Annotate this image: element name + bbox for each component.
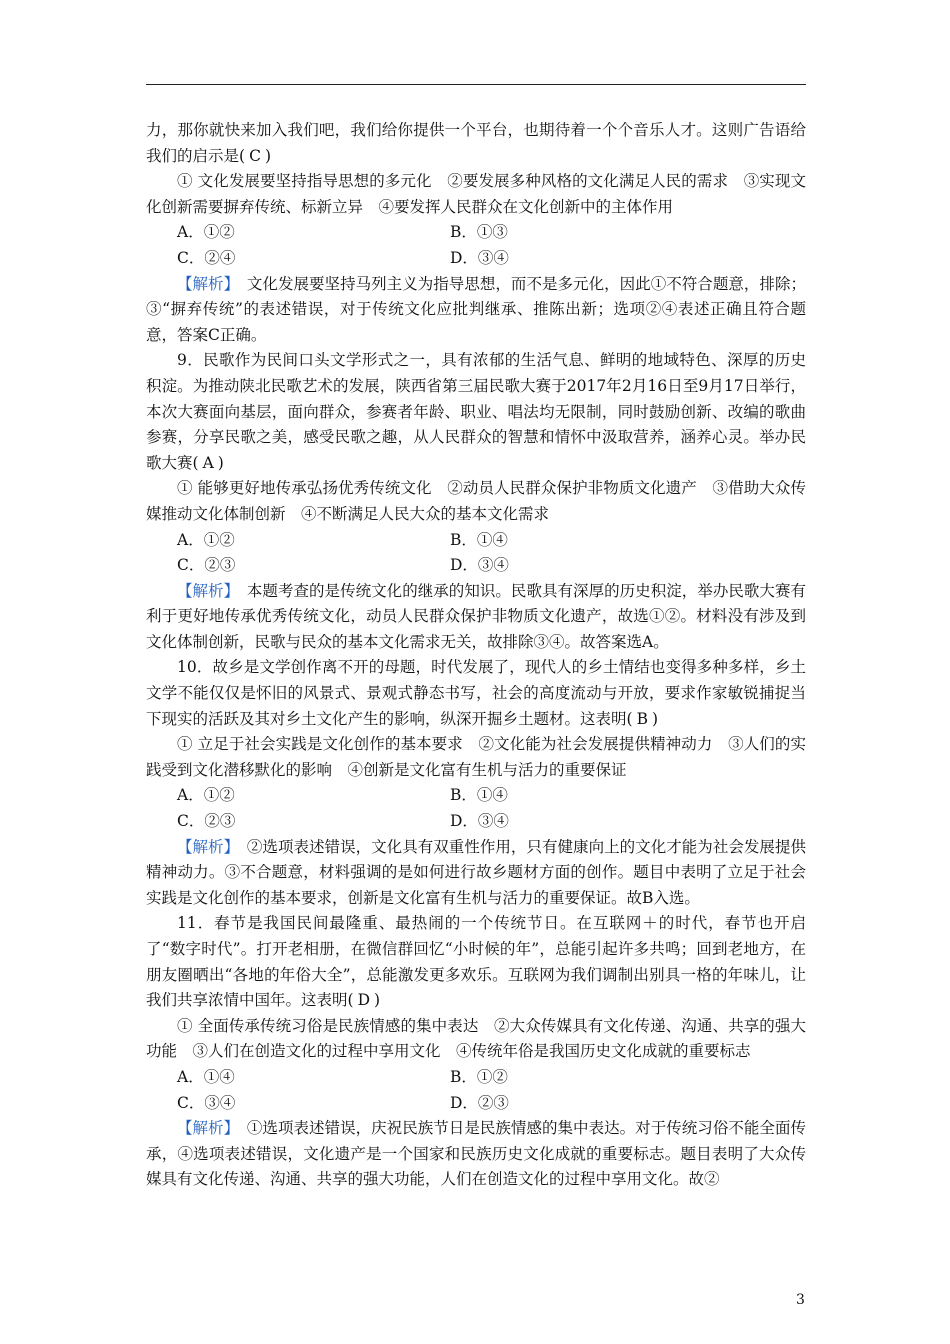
q9-analysis: 【解析】 本题考查的是传统文化的继承的知识。民歌具有深厚的历史积淀，举办民歌大赛有利于更好地传承优秀传统文化，动员人民群众保护非物质文化遗产，故选①②。材料没有涉及到文化体制创新，民歌与民众的基本文化需求无关，故排除③④。故答案选A。 [146, 581, 806, 651]
q11-option-a: A．①④ [177, 1067, 235, 1086]
analysis-label: 【解析】 [177, 581, 232, 600]
q9-option-d: D．③④ [450, 556, 509, 575]
q10-option-b: B．①④ [450, 786, 508, 805]
q9-options-row-2 [146, 553, 806, 579]
q11-option-d: D．②③ [450, 1093, 509, 1112]
q8-option-a: A．①② [177, 223, 235, 242]
q8-options-row-1 [146, 220, 806, 246]
q9-statements: ① 能够更好地传承弘扬优秀传统文化 ②动员人民群众保护非物质文化遗产 ③借助大众传媒推动文化体制创新 ④不断满足人民大众的基本文化需求 [146, 479, 806, 523]
q10-option-c: C．②③ [177, 812, 236, 831]
q11-analysis: 【解析】 ①选项表述错误，庆祝民族节日是民族情感的集中表达。对于传统习俗不能全面传承，④选项表述错误，文化遗产是一个国家和民族历史文化成就的重要标志。题目表明了大众传媒具有文化传递、沟通、共享的强大功能，人们在创造文化的过程中享用文化。故② [146, 1119, 806, 1189]
q10-analysis: 【解析】 ②选项表述错误，文化具有双重性作用，只有健康向上的文化才能为社会发展提供精神动力。③不合题意，材料强调的是如何进行故乡题材方面的创作。题目中表明了立足于社会实践是文化创作的基本要求，创新是文化富有生机与活力的重要保证。故B入选。 [146, 837, 806, 907]
analysis-label: 【解析】 [177, 274, 232, 293]
q9-stem: 9．民歌作为民间口头文学形式之一，具有浓郁的生活气息、鲜明的地域特色、深厚的历史积淀。为推动陕北民歌艺术的发展，陕西省第三届民歌大赛于2017年2月16日至9月17日举行，本次大赛面向基层，面向群众，参赛者年龄、职业、唱法均无限制，同时鼓励创新、改编的歌曲参赛，分享民歌之美，感受民歌之趣，从人民群众的智慧和情怀中汲取营养，涵养心灵。举办民歌大赛( A ) [146, 351, 806, 472]
header-rule [146, 84, 806, 85]
q9-option-c: C．②③ [177, 556, 236, 575]
q9-option-a: A．①② [177, 530, 235, 549]
q11-option-c: C．③④ [177, 1093, 236, 1112]
q11-options-row-2 [146, 1091, 806, 1117]
q8-option-c: C．②④ [177, 248, 236, 267]
q8-analysis: 【解析】 文化发展要坚持马列主义为指导思想，而不是多元化，因此①不符合题意，排除；③“摒弃传统”的表述错误，对于传统文化应批判继承、推陈出新；选项②④表述正确且符合题意，答案C正确。 [146, 274, 806, 344]
q8-statements: ① 文化发展要坚持指导思想的多元化 ②要发展多种风格的文化满足人民的需求 ③实现文化创新需要摒弃传统、标新立异 ④要发挥人民群众在文化创新中的主体作用 [146, 172, 806, 216]
q8-options-row-2 [146, 246, 806, 272]
q8-stem: 力，那你就快来加入我们吧，我们给你提供一个平台，也期待着一个个音乐人才。这则广告语给我们的启示是( C ) [146, 121, 806, 165]
page-number: 3 [796, 1292, 805, 1308]
q11-option-b: B．①② [450, 1067, 508, 1086]
q9-options-row-1 [146, 528, 806, 554]
q8-option-b: B．①③ [450, 223, 508, 242]
q11-options-row-1 [146, 1065, 806, 1091]
page-content [146, 118, 806, 1193]
q11-stem: 11．春节是我国民间最隆重、最热闹的一个传统节日。在互联网＋的时代，春节也开启了“数字时代”。打开老相册，在微信群回忆“小时候的年”，总能引起许多共鸣；回到老地方，在朋友圈晒出“各地的年俗大全”，总能激发更多欢乐。互联网为我们调制出别具一格的年味儿，让我们共享浓情中国年。这表明( D ) [146, 914, 806, 1010]
q11-answer: D [357, 991, 370, 1010]
q10-option-a: A．①② [177, 786, 235, 805]
q10-options-row-2 [146, 809, 806, 835]
q9-option-b: B．①④ [450, 530, 508, 549]
q10-answer: B [636, 709, 648, 728]
q10-option-d: D．③④ [450, 812, 509, 831]
q11-statements: ① 全面传承传统习俗是民族情感的集中表达 ②大众传媒具有文化传递、沟通、共享的强大功能 ③人们在创造文化的过程中享用文化 ④传统年俗是我国历史文化成就的重要标志 [146, 1016, 806, 1061]
q8-answer: C [249, 146, 261, 165]
analysis-label: 【解析】 [177, 1119, 232, 1138]
q10-options-row-1 [146, 783, 806, 809]
analysis-label: 【解析】 [177, 837, 232, 856]
q9-answer: A [202, 453, 214, 472]
q8-option-d: D．③④ [450, 248, 509, 267]
q10-stem: 10．故乡是文学创作离不开的母题，时代发展了，现代人的乡土情结也变得多种多样，乡土文学不能仅仅是怀旧的风景式、景观式静态书写，社会的高度流动与开放，要求作家敏锐捕捉当下现实的活跃及其对乡土文化产生的影响，纵深开掘乡土题材。这表明( B ) [146, 658, 806, 728]
q10-statements: ① 立足于社会实践是文化创作的基本要求 ②文化能为社会发展提供精神动力 ③人们的实践受到文化潜移默化的影响 ④创新是文化富有生机与活力的重要保证 [146, 735, 806, 779]
